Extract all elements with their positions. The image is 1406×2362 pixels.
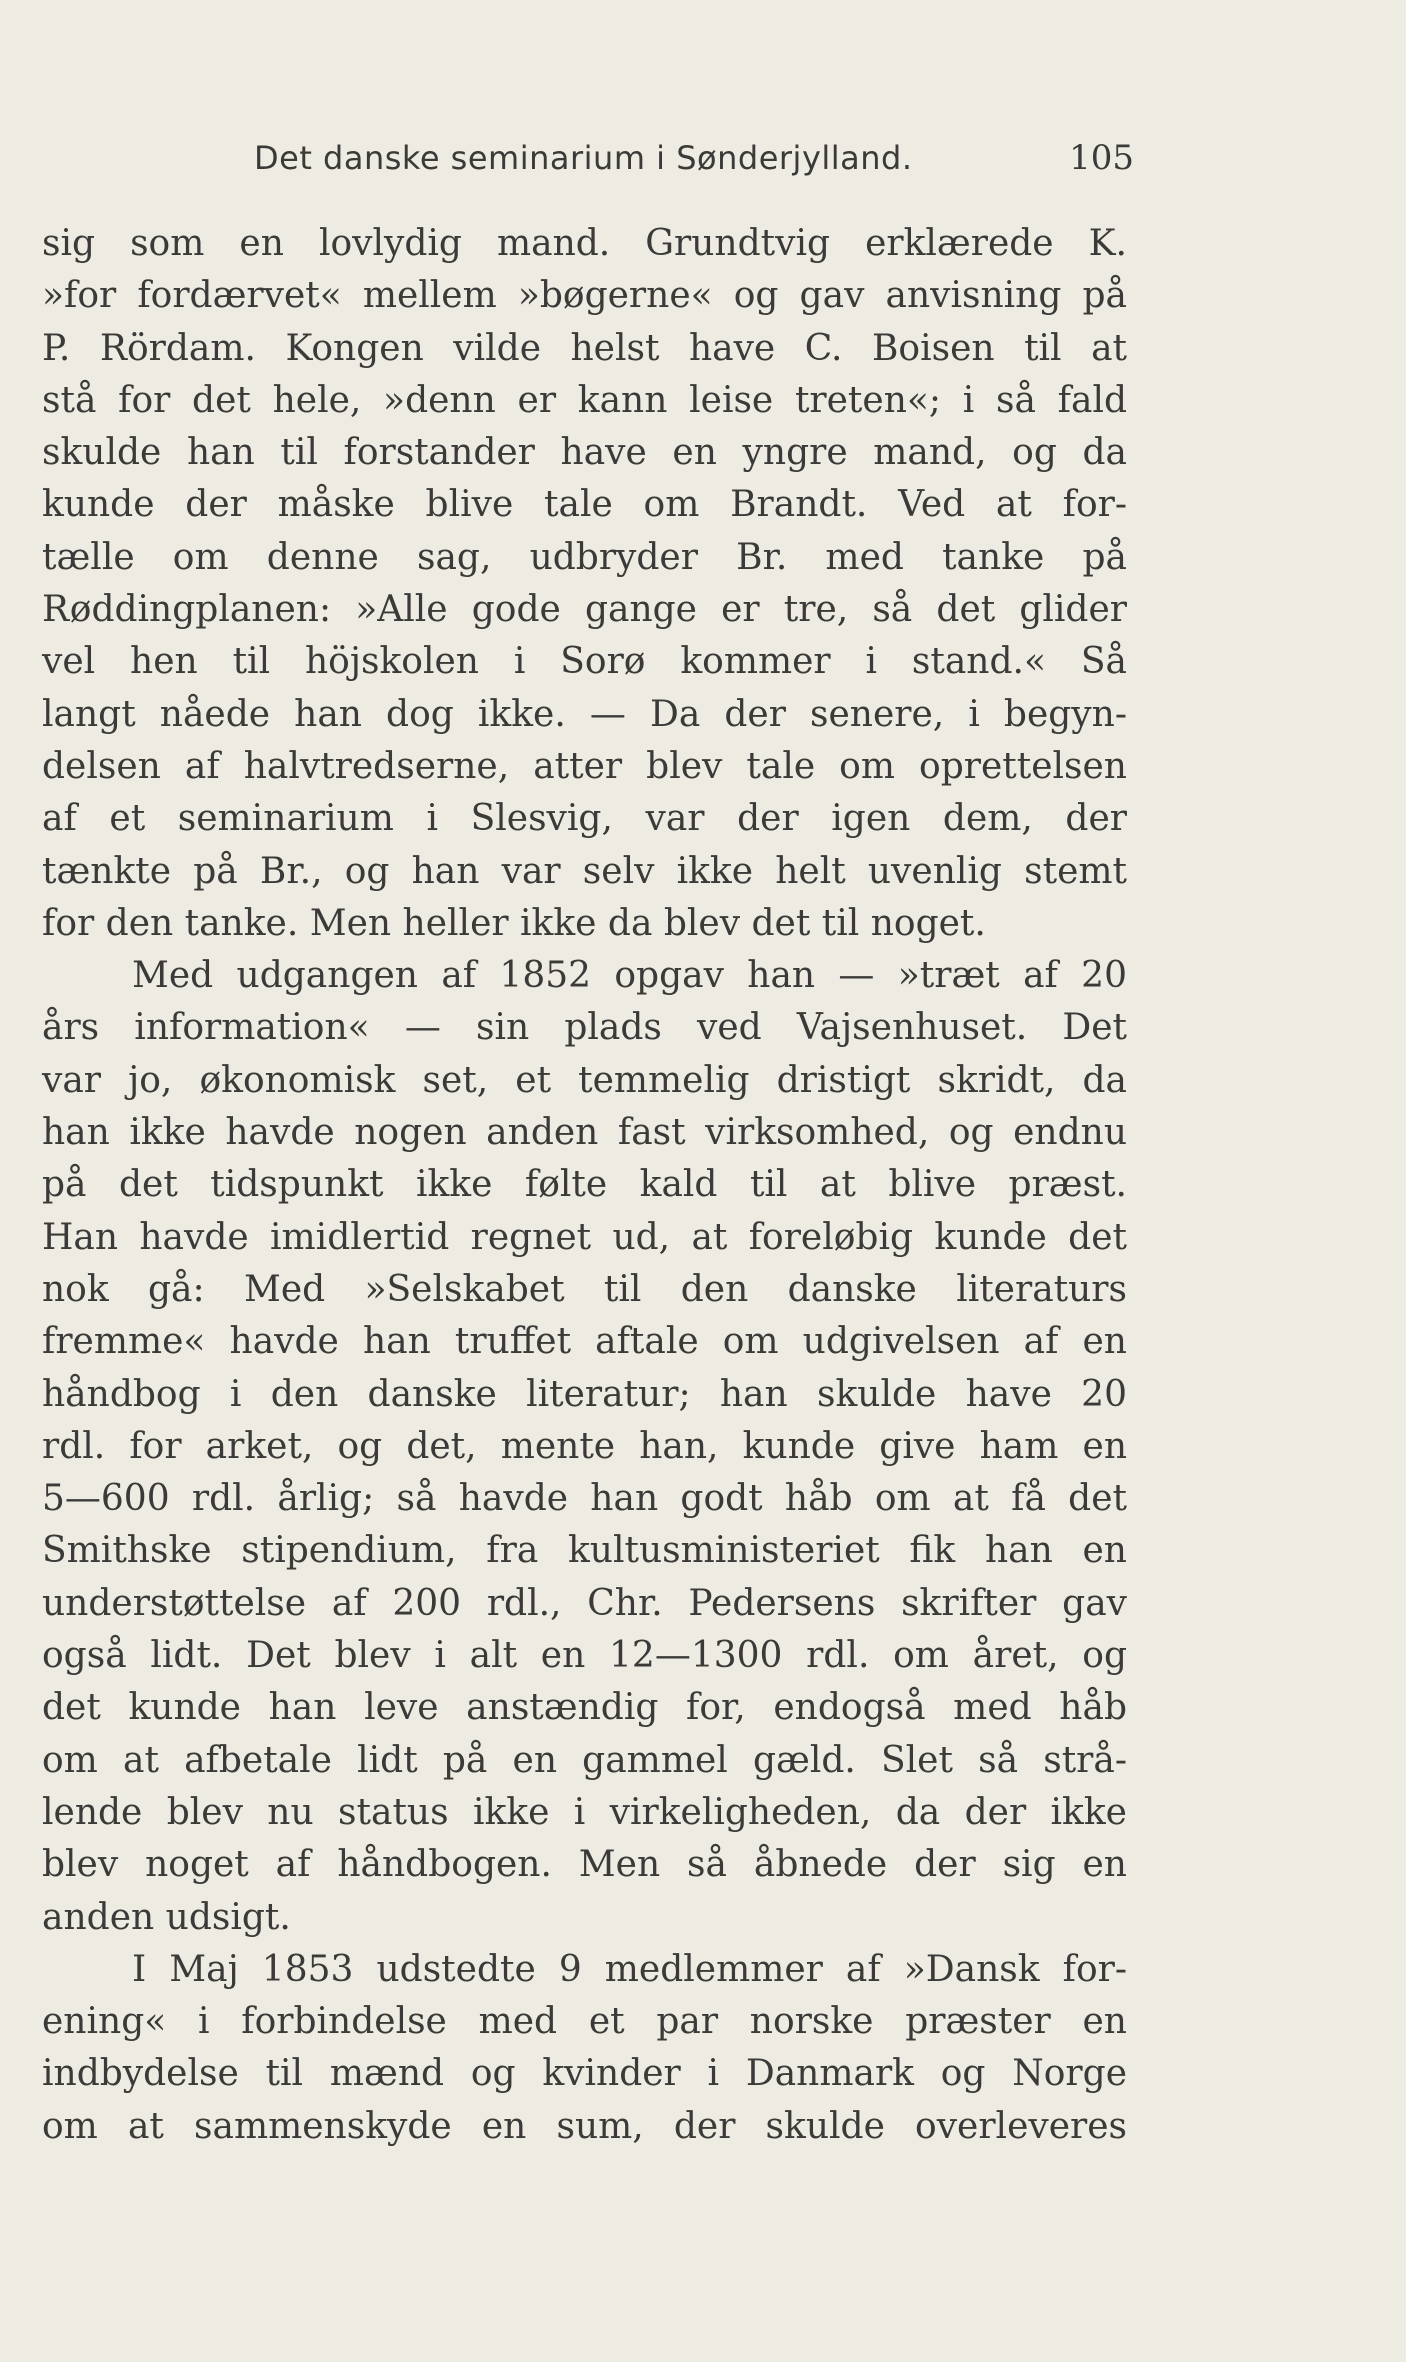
text-line: det kunde han leve anstændig for, endogså med håb — [42, 1687, 1127, 1729]
page-number: 105 — [1069, 138, 1134, 178]
text-line: om at afbetale lidt på en gammel gæld. Slet så strå- — [42, 1739, 1127, 1781]
text-line: indbydelse til mænd og kvinder i Danmark og Norge — [42, 2053, 1127, 2095]
text-line: fremme« havde han truffet aftale om udgivelsen af en — [42, 1321, 1127, 1363]
text-line: af et seminarium i Slesvig, var der igen dem, der — [42, 798, 1127, 840]
text-line: nok gå: Med »Selskabet til den danske literaturs — [42, 1268, 1127, 1310]
text-line: tælle om denne sag, udbryder Br. med tanke på — [42, 536, 1127, 578]
text-line: tænkte på Br., og han var selv ikke helt uvenlig stemt — [42, 850, 1127, 892]
text-line: »for fordærvet« mellem »bøgerne« og gav anvisning på — [42, 275, 1127, 317]
text-line: blev noget af håndbogen. Men så åbnede der sig en — [42, 1844, 1127, 1886]
text-line: Røddingplanen: »Alle gode gange er tre, så det glider — [42, 589, 1127, 631]
text-line: skulde han til forstander have en yngre mand, og da — [42, 432, 1127, 474]
text-line: om at sammenskyde en sum, der skulde overleveres — [42, 2105, 1127, 2147]
text-line: vel hen til höjskolen i Sorø kommer i stand.« Så — [42, 641, 1127, 683]
text-line: sig som en lovlydig mand. Grundtvig erklærede K. — [42, 223, 1127, 264]
text-line-paragraph-start: Med udgangen af 1852 opgav han — »træt af 20 — [132, 955, 1127, 997]
text-line: understøttelse af 200 rdl., Chr. Pedersens skrifter gav — [42, 1582, 1127, 1624]
text-line: lende blev nu status ikke i virkeligheden, da der ikke — [42, 1791, 1127, 1833]
text-line: Smithske stipendium, fra kultusministeriet fik han en — [42, 1530, 1127, 1572]
text-line: P. Rördam. Kongen vilde helst have C. Boisen til at — [42, 327, 1127, 369]
text-line: også lidt. Det blev i alt en 12—1300 rdl. om året, og — [42, 1635, 1127, 1677]
text-line-paragraph-start: I Maj 1853 udstedte 9 medlemmer af »Dansk for- — [132, 1948, 1127, 1990]
text-line: håndbog i den danske literatur; han skulde have 20 — [42, 1373, 1127, 1415]
text-line: han ikke havde nogen anden fast virksomhed, og endnu — [42, 1112, 1127, 1154]
text-line: på det tidspunkt ikke følte kald til at blive præst. — [42, 1164, 1127, 1206]
text-line-paragraph-end: for den tanke. Men heller ikke da blev det til noget. — [42, 902, 986, 944]
text-line: 5—600 rdl. årlig; så havde han godt håb om at få det — [42, 1478, 1127, 1520]
text-line: delsen af halvtredserne, atter blev tale om oprettelsen — [42, 745, 1127, 787]
text-line: års information« — sin plads ved Vajsenhuset. Det — [42, 1007, 1127, 1049]
text-line: ening« i forbindelse med et par norske præster en — [42, 2001, 1127, 2043]
text-line: langt nåede han dog ikke. — Da der senere, i begyn- — [42, 693, 1127, 735]
text-line: rdl. for arket, og det, mente han, kunde give ham en — [42, 1425, 1127, 1467]
body-text — [42, 218, 1127, 2153]
text-line: stå for det hele, »denn er kann leise treten«; i så fald — [42, 379, 1127, 421]
text-line: kunde der måske blive tale om Brandt. Ved at for- — [42, 484, 1127, 526]
text-line-paragraph-end: anden udsigt. — [42, 1896, 291, 1938]
text-line: var jo, økonomisk set, et temmelig dristigt skridt, da — [42, 1059, 1127, 1101]
running-title: Det danske seminarium i Sønderjylland. — [254, 139, 913, 177]
running-head — [254, 128, 1134, 188]
text-line: Han havde imidlertid regnet ud, at foreløbig kunde det — [42, 1216, 1127, 1258]
